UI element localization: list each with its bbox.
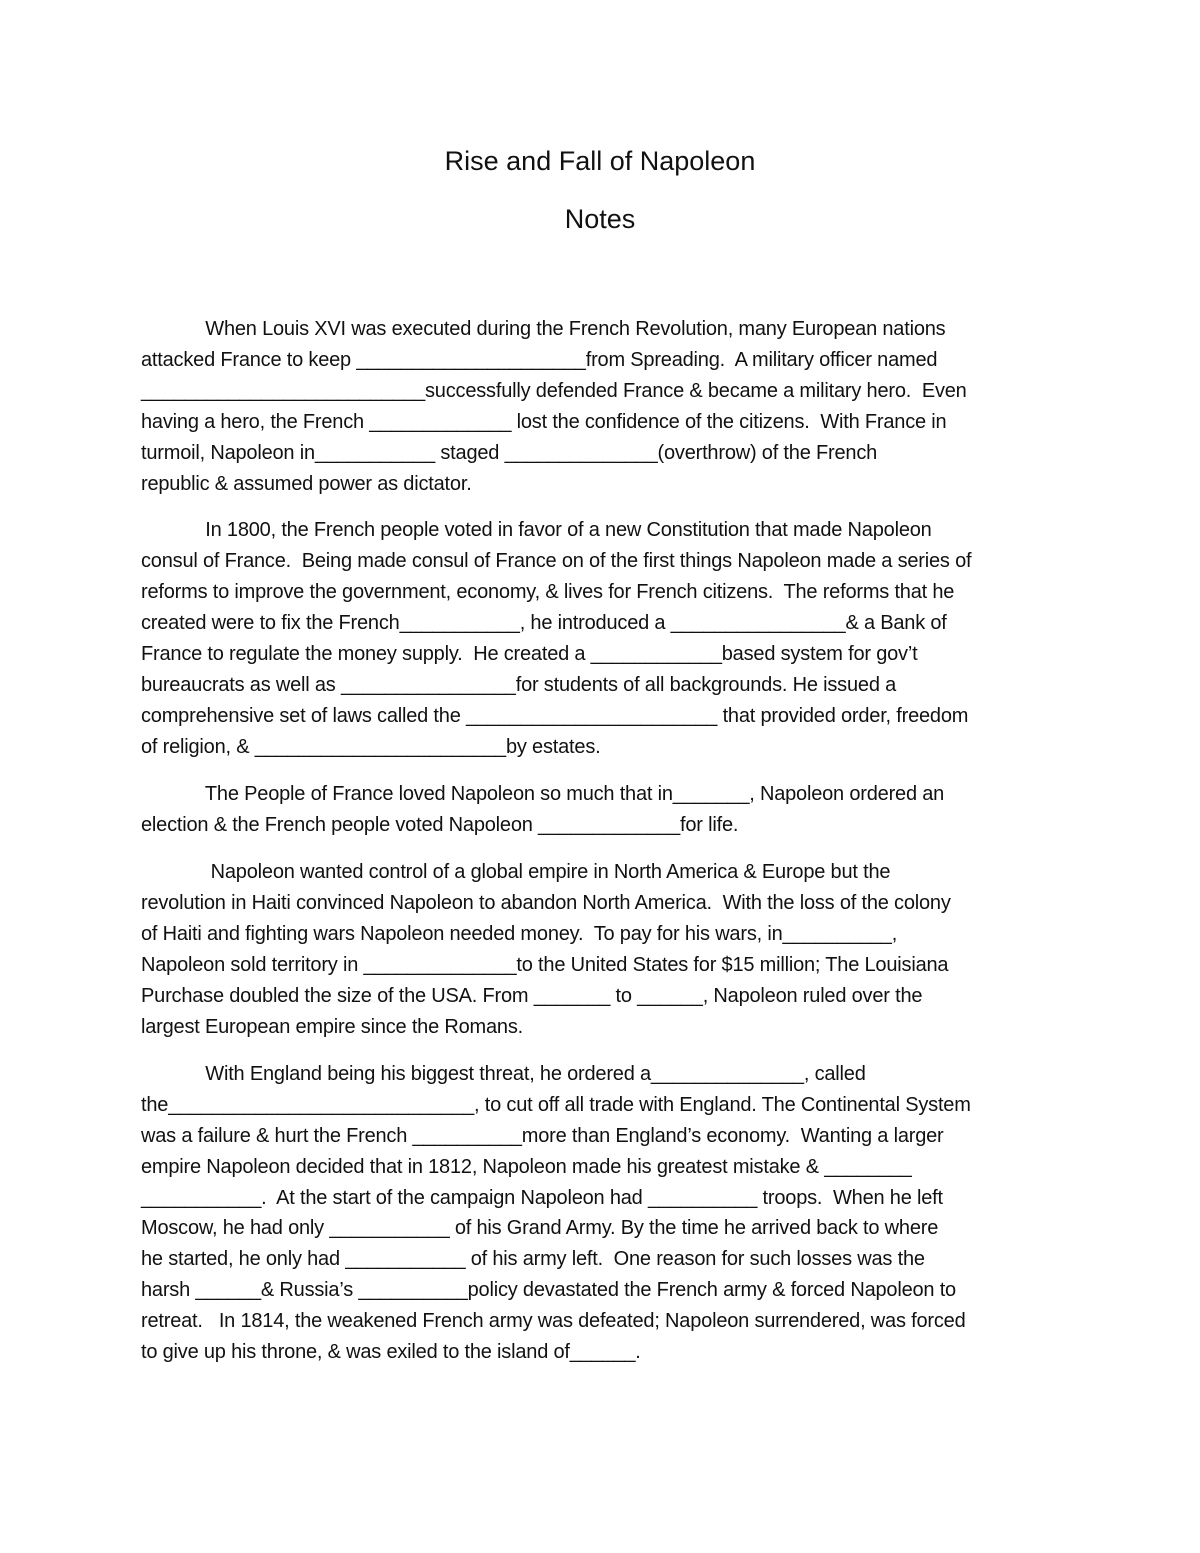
text-line: reforms to improve the government, economy, & lives for French citizens. The reforms that he (141, 581, 955, 603)
text-line: Napoleon sold territory in ______________to the United States for $15 million; The Louisiana (141, 954, 949, 976)
document-title: Rise and Fall of Napoleon (444, 146, 756, 176)
text-line: empire Napoleon decided that in 1812, Napoleon made his greatest mistake & ________ (141, 1156, 912, 1178)
text-line: retreat. In 1814, the weakened French army was defeated; Napoleon surrendered, was forced (141, 1310, 966, 1332)
text-line: comprehensive set of laws called the _______________________ that provided order, freedom (141, 705, 969, 727)
text-line: revolution in Haiti convinced Napoleon to abandon North America. With the loss of the colony (141, 892, 951, 914)
text-line: of religion, & _______________________by estates. (141, 736, 601, 758)
text-line: having a hero, the French _____________ lost the confidence of the citizens. With France in (141, 411, 947, 433)
text-line: France to regulate the money supply. He created a ____________based system for gov’t (141, 643, 918, 665)
document-subtitle: Notes (564, 204, 636, 234)
text-line: turmoil, Napoleon in___________ staged ______________(overthrow) of the French (141, 442, 878, 464)
text-line: he started, he only had ___________ of his army left. One reason for such losses was the (141, 1248, 925, 1270)
text-line: largest European empire since the Romans. (141, 1016, 524, 1038)
text-line: of Haiti and fighting wars Napoleon needed money. To pay for his wars, in__________, (141, 923, 898, 945)
text-line: created were to fix the French___________, he introduced a ________________& a Bank of (141, 612, 947, 634)
text-line: The People of France loved Napoleon so much that in_______, Napoleon ordered an (141, 783, 945, 805)
text-line: In 1800, the French people voted in favor of a new Constitution that made Napoleon (141, 519, 932, 541)
text-line: consul of France. Being made consul of France on of the first things Napoleon made a series of (141, 550, 972, 572)
text-line: republic & assumed power as dictator. (141, 473, 472, 495)
text-line: harsh ______& Russia’s __________policy devastated the French army & forced Napoleon to (141, 1279, 956, 1301)
text-line: election & the French people voted Napoleon _____________for life. (141, 814, 739, 836)
text-line: attacked France to keep _____________________from Spreading. A military officer named (141, 349, 938, 371)
text-line: ___________. At the start of the campaign Napoleon had __________ troops. When he left (141, 1187, 943, 1209)
text-line: With England being his biggest threat, he ordered a______________, called (141, 1063, 866, 1085)
text-line: __________________________successfully defended France & became a military hero. Even (141, 380, 967, 402)
text-line: bureaucrats as well as ________________for students of all backgrounds. He issued a (141, 674, 897, 696)
text-line: the____________________________, to cut off all trade with England. The Continental System (141, 1094, 971, 1116)
text-line: Napoleon wanted control of a global empire in North America & Europe but the (141, 861, 891, 883)
text-line: Moscow, he had only ___________ of his Grand Army. By the time he arrived back to where (141, 1217, 939, 1239)
text-line: to give up his throne, & was exiled to the island of______. (141, 1341, 641, 1363)
text-line: was a failure & hurt the French __________more than England’s economy. Wanting a larger (141, 1125, 944, 1147)
text-line: Purchase doubled the size of the USA. From _______ to ______, Napoleon ruled over the (141, 985, 923, 1007)
text-line: When Louis XVI was executed during the French Revolution, many European nations (141, 318, 946, 340)
